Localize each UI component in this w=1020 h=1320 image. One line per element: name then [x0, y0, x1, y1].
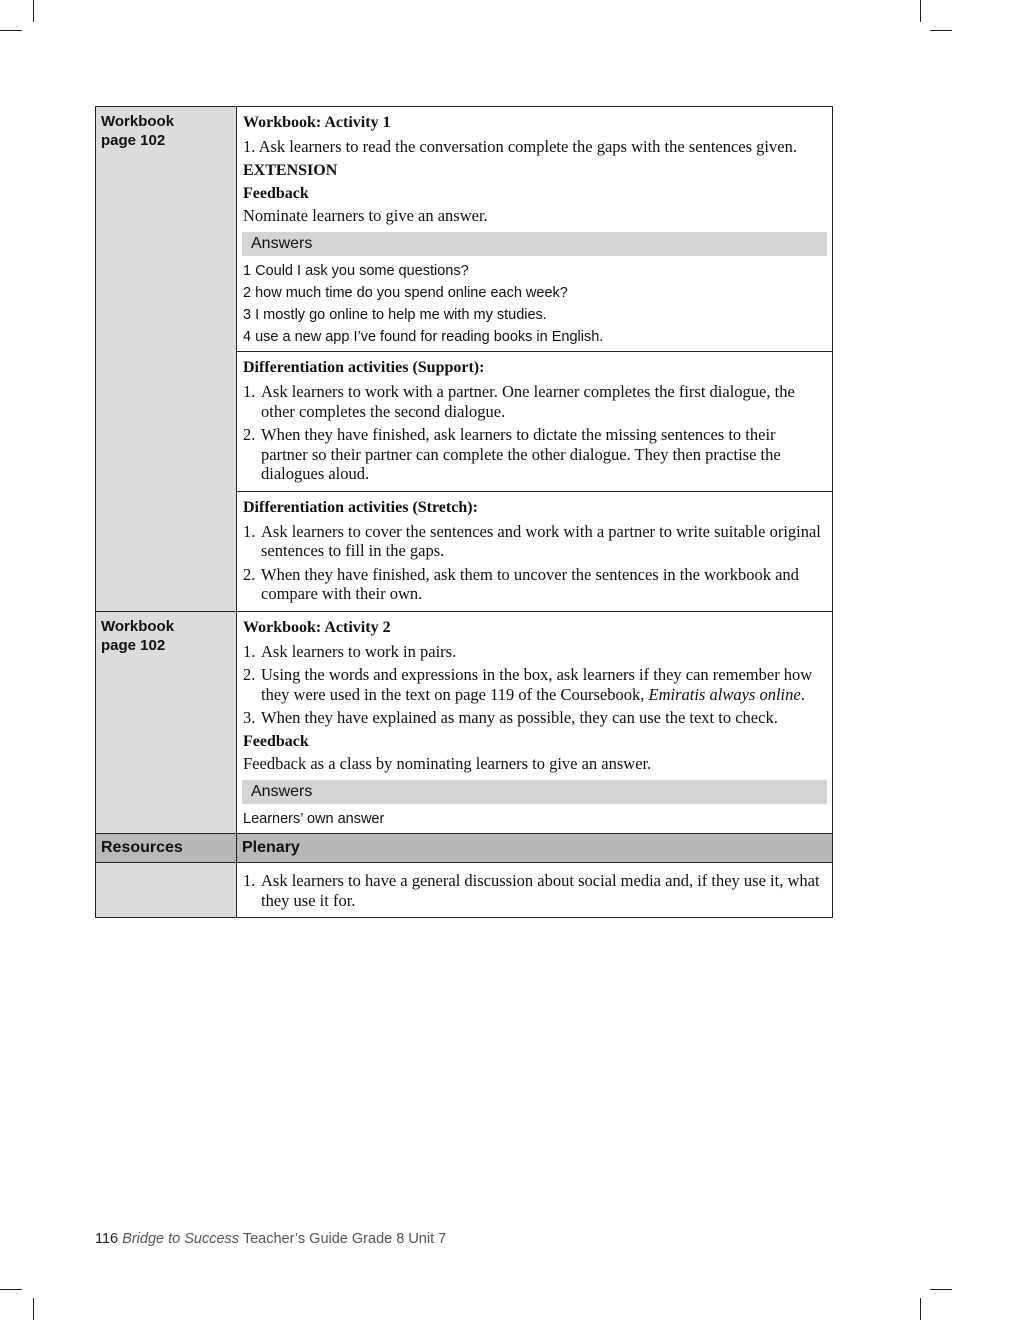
guide-title: Teacher’s Guide Grade 8 Unit 7: [242, 1231, 447, 1247]
activity-list: [243, 642, 826, 728]
list-item: 1. Ask learners to cover the sentences and work with a partner to write suitable original sentences to fill in the gaps.: [243, 521, 821, 560]
row-label-line1: Workbook: [101, 113, 175, 130]
feedback-heading: Feedback: [243, 732, 309, 750]
list-item: 3. When they have explained as many as possible, they can use the text to check.: [243, 708, 778, 727]
plenary-header: Plenary: [237, 834, 833, 863]
extension-heading: EXTENSION: [243, 162, 338, 179]
coursebook-text-title: Emiratis always online: [648, 684, 801, 704]
support-list: [243, 382, 826, 484]
feedback-heading: Feedback: [243, 184, 309, 202]
row-label-cell: [96, 107, 237, 612]
crop-mark: [920, 1298, 921, 1320]
answer-line: 2 how much time do you spend online each week?: [243, 285, 568, 301]
list-item: 2. Using the words and expressions in the box, ask learners if they can remember how they were used in the text on page 119 of the Coursebook, Emiratis always online.: [243, 665, 813, 704]
answers-heading: Answers: [242, 232, 827, 256]
activity-cell: [237, 107, 833, 352]
plenary-list: [243, 871, 826, 910]
stretch-title: Differentiation activities (Stretch):: [243, 498, 478, 516]
answer-line: 1 Could I ask you some questions?: [243, 263, 469, 279]
feedback-text: Feedback as a class by nominating learners to give an answer.: [243, 754, 652, 773]
page-number: 116: [95, 1231, 119, 1247]
row-label-line2: page 102: [101, 636, 166, 654]
plenary-header-row: [96, 834, 833, 863]
stretch-list: [243, 522, 826, 604]
answer-line: 3 I mostly go online to help me with my studies.: [243, 307, 547, 323]
resources-header: Resources: [96, 834, 237, 863]
crop-mark: [0, 1289, 22, 1290]
resources-cell: [96, 863, 237, 918]
answer-line: Learners’ own answer: [243, 811, 385, 827]
activity-cell: [237, 611, 833, 834]
table-row: [96, 107, 833, 352]
list-item: 2. When they have finished, ask learners to dictate the missing sentences to their partner so their partner can complete the other dialogue. They then practise the dialogues aloud.: [243, 425, 781, 483]
crop-mark: [0, 30, 22, 31]
crop-mark: [920, 0, 921, 22]
lesson-plan-table: [95, 106, 833, 918]
feedback-text: Nominate learners to give an answer.: [243, 206, 488, 225]
list-item: 1. Ask learners to work in pairs.: [243, 641, 457, 661]
answers-heading: Answers: [242, 780, 827, 804]
support-title: Differentiation activities (Support):: [243, 359, 485, 376]
row-label-line1: Workbook: [101, 617, 175, 635]
support-cell: [237, 352, 833, 492]
activity-instruction: 1. Ask learners to read the conversation complete the gaps with the sentences given.: [243, 137, 797, 156]
page-footer: [95, 1231, 446, 1247]
book-title: Bridge to Success: [122, 1231, 240, 1247]
table-row: [96, 611, 833, 834]
list-item: 2. When they have finished, ask them to uncover the sentences in the workbook and compare with their own.: [243, 564, 799, 603]
list-item: 1. Ask learners to have a general discussion about social media and, if they use it, what they use it for.: [243, 871, 820, 910]
list-item: 1. Ask learners to work with a partner. One learner completes the first dialogue, the other completes the second dialogue.: [243, 382, 795, 421]
plenary-cell: [237, 863, 833, 918]
row-label-cell: [96, 611, 237, 834]
table-row: [96, 863, 833, 918]
stretch-cell: [237, 491, 833, 611]
crop-mark: [33, 1298, 34, 1320]
crop-mark: [33, 0, 34, 22]
crop-mark: [930, 30, 952, 31]
crop-mark: [930, 1289, 952, 1290]
activity-title: Workbook: Activity 2: [243, 618, 391, 636]
row-label-line2: page 102: [101, 132, 166, 149]
answer-line: 4 use a new app I’ve found for reading books in English.: [243, 329, 604, 345]
activity-title: Workbook: Activity 1: [243, 114, 391, 131]
